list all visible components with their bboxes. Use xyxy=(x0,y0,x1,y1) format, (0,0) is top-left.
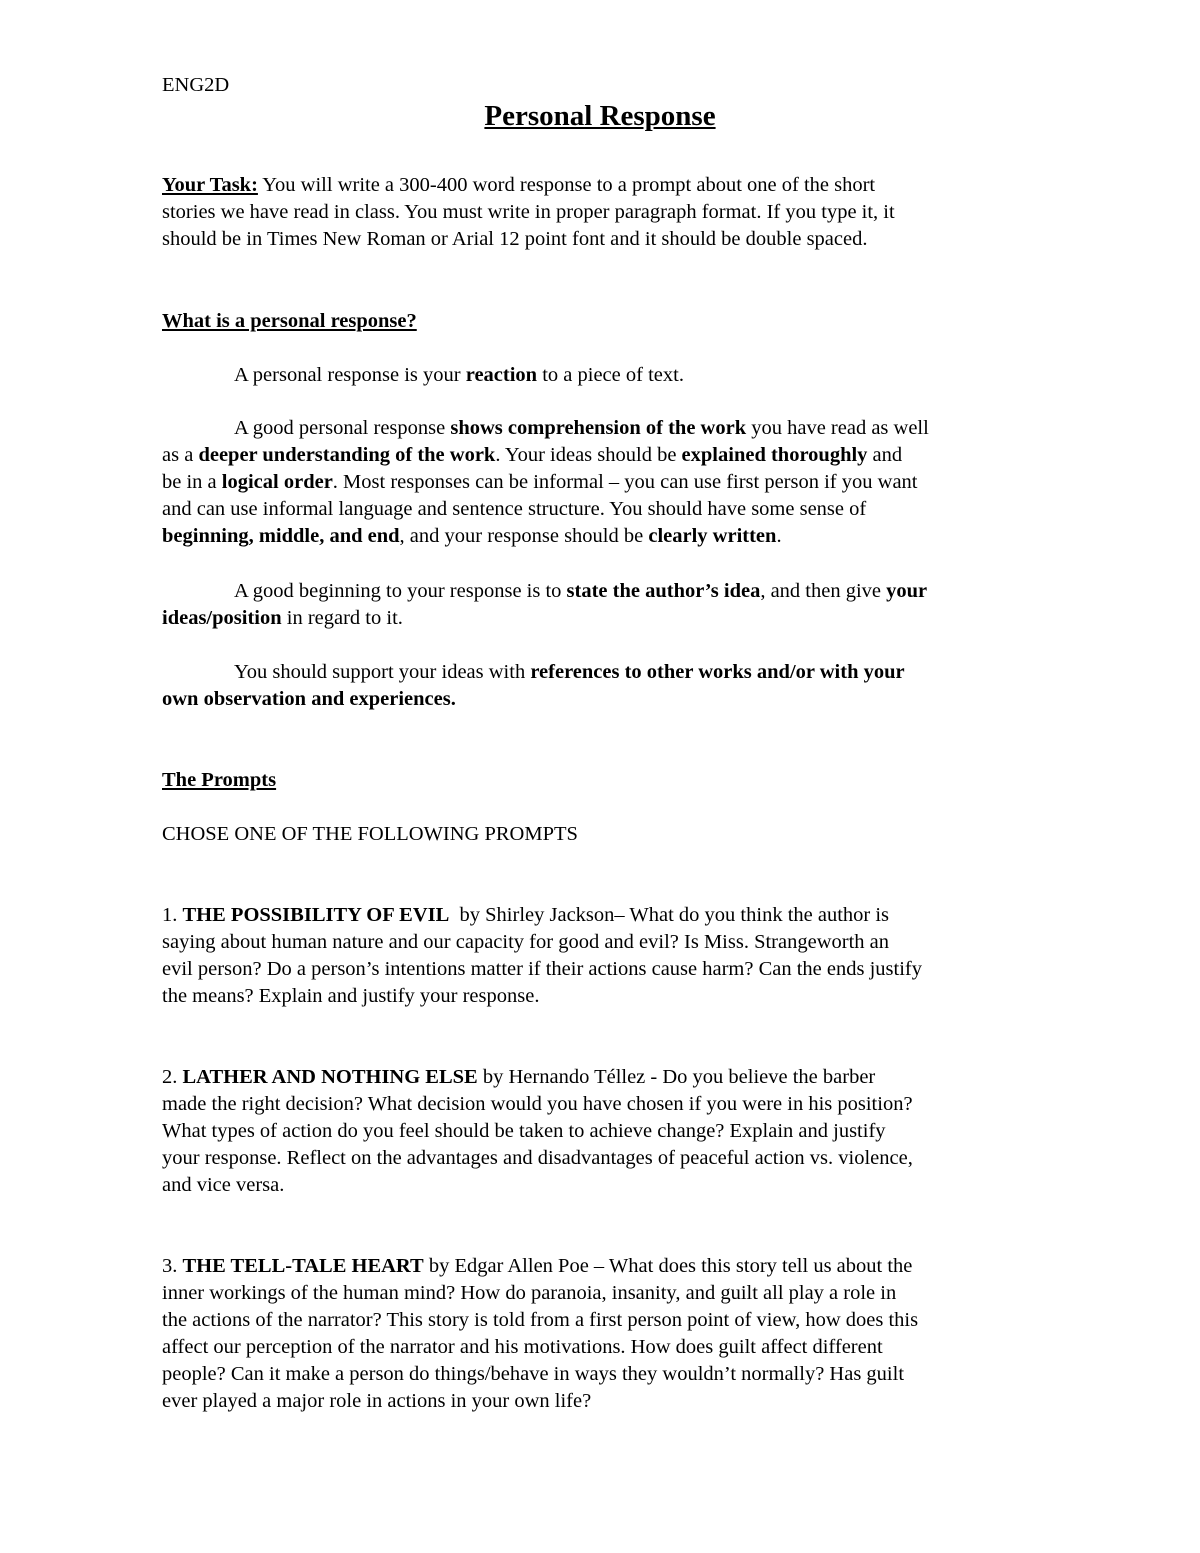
prompt-2-story-title: LATHER AND NOTHING ELSE xyxy=(182,1066,478,1088)
what-paragraph-2-line-1: A good personal response shows comprehension of the work you have read as well xyxy=(234,417,929,439)
prompt-2-line-5: and vice versa. xyxy=(162,1174,285,1196)
what-paragraph-1: A personal response is your reaction to a piece of text. xyxy=(234,364,684,386)
prompt-2-line-3: What types of action do you feel should be taken to achieve change? Explain and justify xyxy=(162,1120,886,1142)
prompt-1-line-1: 1. THE POSSIBILITY OF EVIL by Shirley Jackson– What do you think the author is xyxy=(162,904,890,926)
task-line-2: stories we have read in class. You must write in proper paragraph format. If you type it, it xyxy=(162,201,895,223)
what-paragraph-3-line-1: A good beginning to your response is to state the author’s idea, and then give your xyxy=(234,580,928,602)
prompt-2-line-4: your response. Reflect on the advantages and disadvantages of peaceful action vs. violence, xyxy=(162,1147,913,1169)
what-paragraph-2-line-4: and can use informal language and sentence structure. You should have some sense of xyxy=(162,498,867,520)
what-paragraph-4-line-1: You should support your ideas with references to other works and/or with your xyxy=(234,661,905,683)
task-line-3: should be in Times New Roman or Arial 12 point font and it should be double spaced. xyxy=(162,228,868,250)
task-line-1: Your Task: You will write a 300-400 word response to a prompt about one of the short xyxy=(162,174,876,196)
prompt-2-line-2: made the right decision? What decision would you have chosen if you were in his position? xyxy=(162,1093,913,1115)
what-paragraph-2-line-3: be in a logical order. Most responses can be informal – you can use first person if you want xyxy=(162,471,918,493)
prompt-3-line-5: people? Can it make a person do things/behave in ways they wouldn’t normally? Has guilt xyxy=(162,1363,905,1385)
prompt-1-line-4: the means? Explain and justify your response. xyxy=(162,985,540,1007)
prompt-3-story-title: THE TELL-TALE HEART xyxy=(182,1255,424,1277)
course-code: ENG2D xyxy=(162,74,230,96)
prompts-instruction: CHOSE ONE OF THE FOLLOWING PROMPTS xyxy=(162,823,578,845)
task-label: Your Task: xyxy=(162,174,258,196)
prompt-1-story-title: THE POSSIBILITY OF EVIL xyxy=(182,904,450,926)
section-heading-prompts: The Prompts xyxy=(162,769,277,791)
prompt-2-line-1: 2. LATHER AND NOTHING ELSE by Hernando Téllez - Do you believe the barber xyxy=(162,1066,876,1088)
prompt-1-line-3: evil person? Do a person’s intentions matter if their actions cause harm? Can the ends justify xyxy=(162,958,923,980)
prompt-3-line-6: ever played a major role in actions in your own life? xyxy=(162,1390,592,1412)
prompt-3-line-3: the actions of the narrator? This story is told from a first person point of view, how does this xyxy=(162,1309,919,1331)
prompt-3-line-2: inner workings of the human mind? How do paranoia, insanity, and guilt all play a role in xyxy=(162,1282,897,1304)
what-paragraph-2-line-5: beginning, middle, and end, and your response should be clearly written. xyxy=(162,525,782,547)
section-heading-what: What is a personal response? xyxy=(162,310,417,332)
prompt-1-line-2: saying about human nature and our capacity for good and evil? Is Miss. Strangeworth an xyxy=(162,931,889,953)
prompt-3-line-4: affect our perception of the narrator and his motivations. How does guilt affect different xyxy=(162,1336,883,1358)
page-title: Personal Response xyxy=(484,100,716,132)
what-paragraph-2-line-2: as a deeper understanding of the work. Your ideas should be explained thoroughly and xyxy=(162,444,903,466)
what-paragraph-3-line-2: ideas/position in regard to it. xyxy=(162,607,403,629)
prompt-3-line-1: 3. THE TELL-TALE HEART by Edgar Allen Poe – What does this story tell us about the xyxy=(162,1255,913,1277)
what-paragraph-4-line-2: own observation and experiences. xyxy=(162,688,456,710)
